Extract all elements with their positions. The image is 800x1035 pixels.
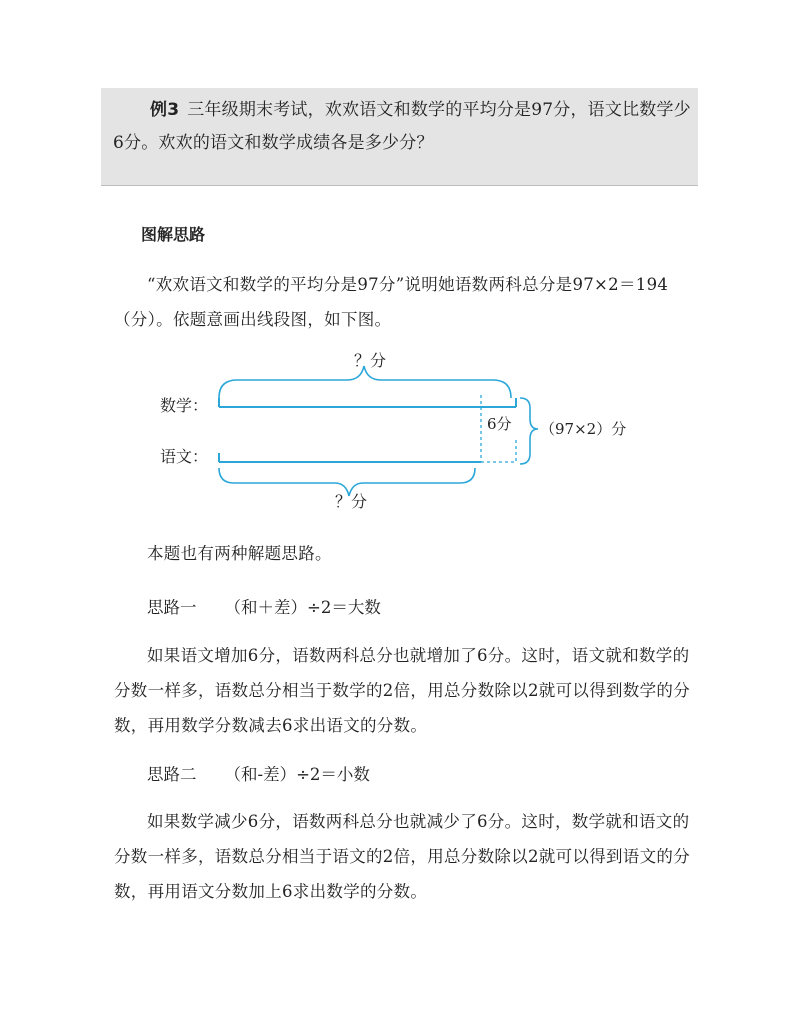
math-label: 数学： <box>160 396 209 415</box>
right-brace <box>520 398 538 464</box>
difference-extension <box>481 437 516 462</box>
example-box <box>101 88 698 186</box>
two-methods-paragraph: 本题也有两种解题思路。 <box>147 544 332 563</box>
section-heading: 图解思路 <box>141 225 206 244</box>
total-label: （97×2）分 <box>540 420 627 438</box>
difference-label: 6分 <box>487 415 512 433</box>
line-segment-diagram <box>0 340 800 520</box>
example-problem <box>113 94 691 160</box>
bottom-brace-label: ？分 <box>335 492 368 511</box>
example-text: 三年级期末考试，欢欢语文和数学的平均分是97分，语文比数学少6分。欢欢的语文和数学成绩各是多少分？ <box>113 100 691 153</box>
approach1-heading <box>147 594 381 618</box>
approach1-label: 思路一 <box>147 598 197 617</box>
approach1-formula: （和＋差）÷2＝大数 <box>224 598 381 617</box>
top-brace-label: ？分 <box>354 351 387 370</box>
chinese-label: 语文： <box>160 447 209 466</box>
intro-paragraph: “欢欢语文和数学的平均分是97分”说明她语数两科总分是97×2＝194（分）。依题意画出线段图，如下图。 <box>114 275 669 329</box>
approach2-heading <box>147 761 370 785</box>
approach1-paragraph: 如果语文增加6分，语数两科总分也就增加了6分。这时，语文就和数学的分数一样多，语数总分相当于数学的2倍，用总分数除以2就可以得到数学的分数，再用数学分数减去6求出语文的分数。 <box>114 646 690 735</box>
top-brace <box>219 366 511 398</box>
approach2-label: 思路二 <box>147 765 197 784</box>
example-label: 例3 <box>150 100 180 120</box>
approach2-paragraph: 如果数学减少6分，语数两科总分也就减少了6分。这时，数学就和语文的分数一样多，语数总分相当于语文的2倍，用总分数除以2就可以得到语文的分数，再用语文分数加上6求出数学的分数。 <box>114 812 690 901</box>
approach2-formula: （和-差）÷2＝小数 <box>224 765 370 784</box>
